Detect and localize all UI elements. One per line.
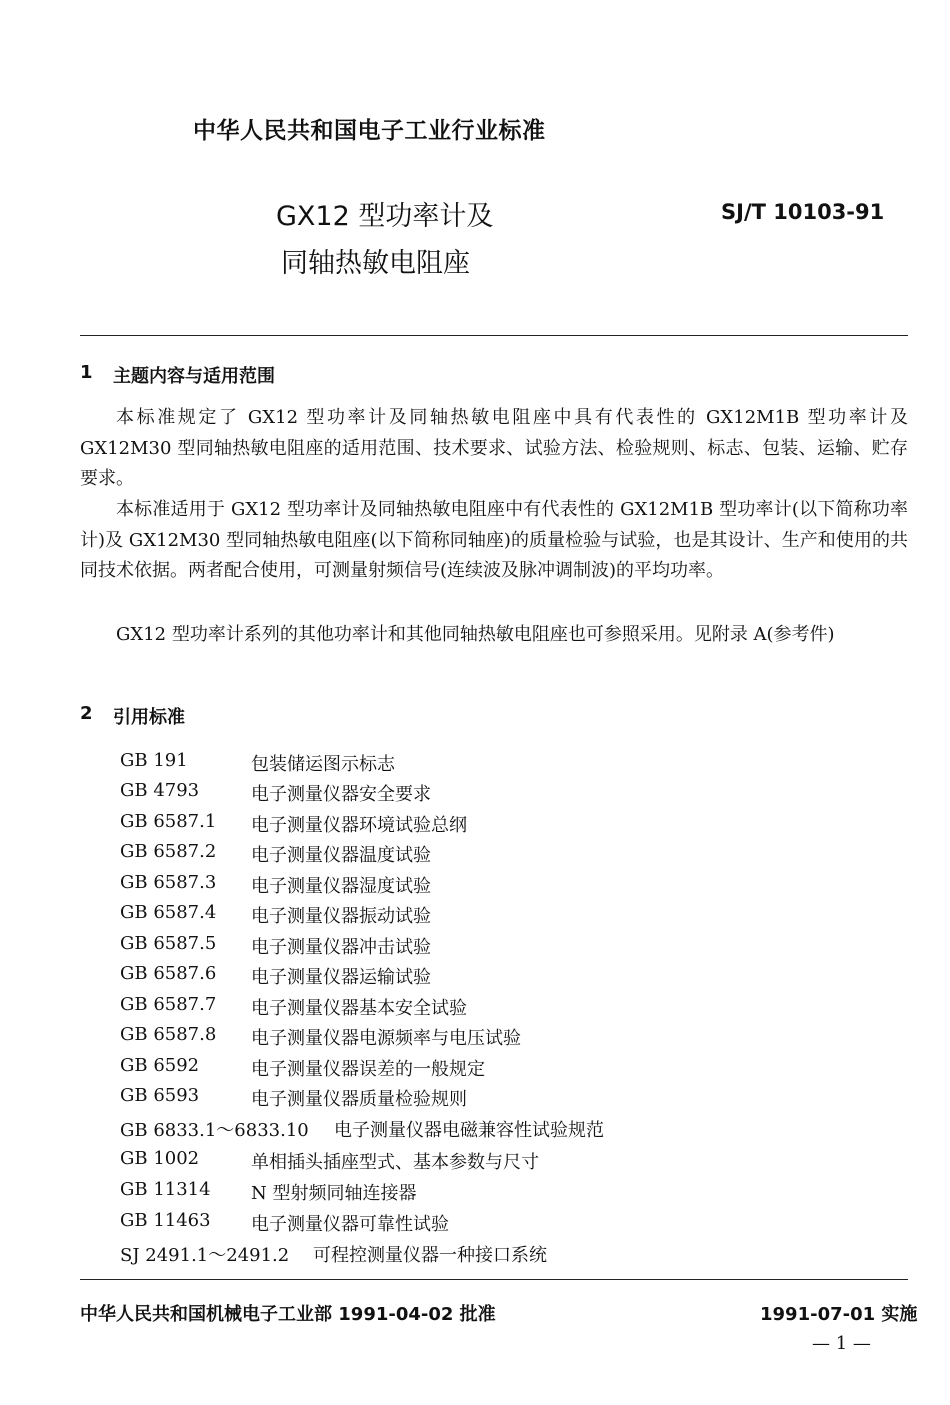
section-1-paragraph: 本标准适用于 GX12 型功率计及同轴热敏电阻座中有代表性的 GX12M1B 型功率计(以下简称功率计)及 GX12M30 型同轴热敏电阻座(以下简称同轴座)的质量检验与试验，也是其设计、生产和使用的共同技术依据。两者配合使用，可测量射频信号(连续波及脉冲调制波)的平均功率。 xyxy=(80,499,908,581)
standard-code: SJ/T 10103-91 xyxy=(721,200,885,224)
document-title-line-1: GX12 型功率计及 xyxy=(276,201,494,232)
reference-code: GB 1002 xyxy=(120,1148,200,1169)
reference-title: 电子测量仪器可靠性试验 xyxy=(251,1214,449,1235)
page-number: — 1 — xyxy=(812,1333,871,1354)
reference-title: 电子测量仪器环境试验总纲 xyxy=(251,815,467,836)
section-1-heading: 主题内容与适用范围 xyxy=(113,366,275,387)
reference-code: GB 6593 xyxy=(120,1085,200,1106)
reference-title: 电子测量仪器安全要求 xyxy=(251,784,431,805)
reference-code: GB 6587.4 xyxy=(120,902,217,923)
reference-code: GB 4793 xyxy=(120,780,200,801)
reference-code: GB 11463 xyxy=(120,1210,211,1231)
reference-title: 单相插头插座型式、基本参数与尺寸 xyxy=(251,1152,539,1173)
reference-title: 电子测量仪器误差的一般规定 xyxy=(251,1059,485,1080)
reference-title: 电子测量仪器电磁兼容性试验规范 xyxy=(334,1120,604,1141)
reference-title: 可程控测量仪器一种接口系统 xyxy=(313,1245,547,1266)
section-1-paragraph: 本标准规定了 GX12 型功率计及同轴热敏电阻座中具有代表性的 GX12M1B 型功率计及 GX12M30 型同轴热敏电阻座的适用范围、技术要求、试验方法、检验规则、标志、包装、运输、贮存要求。 xyxy=(80,407,908,489)
reference-title: 电子测量仪器质量检验规则 xyxy=(251,1089,467,1110)
section-1-paragraph: GX12 型功率计系列的其他功率计和其他同轴热敏电阻座也可参照采用。见附录 A(参考件) xyxy=(116,624,835,645)
section-2-heading: 引用标准 xyxy=(113,707,185,728)
issuing-body-header: 中华人民共和国电子工业行业标准 xyxy=(193,118,546,144)
document-title-line-2: 同轴热敏电阻座 xyxy=(281,248,470,279)
section-2-number: 2 xyxy=(80,703,93,724)
reference-code: GB 6587.8 xyxy=(120,1024,217,1045)
reference-title: 电子测量仪器温度试验 xyxy=(251,845,431,866)
reference-code: GB 6592 xyxy=(120,1055,200,1076)
reference-title: 电子测量仪器湿度试验 xyxy=(251,876,431,897)
header-divider xyxy=(80,335,908,336)
reference-code: GB 6587.6 xyxy=(120,963,217,984)
reference-title: 电子测量仪器电源频率与电压试验 xyxy=(251,1028,521,1049)
reference-code: GB 11314 xyxy=(120,1179,211,1200)
reference-title: 包装储运图示标志 xyxy=(251,754,395,775)
effective-date: 1991-07-01 实施 xyxy=(760,1304,918,1325)
reference-title: 电子测量仪器基本安全试验 xyxy=(251,998,467,1019)
reference-title: 电子测量仪器运输试验 xyxy=(251,967,431,988)
reference-code: GB 6587.3 xyxy=(120,872,217,893)
section-1-number: 1 xyxy=(80,362,93,383)
footer-divider xyxy=(80,1279,908,1280)
reference-code: GB 6833.1～6833.10 xyxy=(120,1120,309,1141)
reference-code: GB 6587.2 xyxy=(120,841,217,862)
reference-code: GB 6587.7 xyxy=(120,994,217,1015)
reference-code: GB 6587.1 xyxy=(120,811,217,832)
reference-code: SJ 2491.1～2491.2 xyxy=(120,1245,290,1266)
reference-code: GB 191 xyxy=(120,750,188,771)
reference-code: GB 6587.5 xyxy=(120,933,217,954)
reference-title: 电子测量仪器振动试验 xyxy=(251,906,431,927)
reference-title: N 型射频同轴连接器 xyxy=(251,1183,417,1204)
approval-statement: 中华人民共和国机械电子工业部 1991-04-02 批准 xyxy=(80,1304,496,1325)
reference-title: 电子测量仪器冲击试验 xyxy=(251,937,431,958)
